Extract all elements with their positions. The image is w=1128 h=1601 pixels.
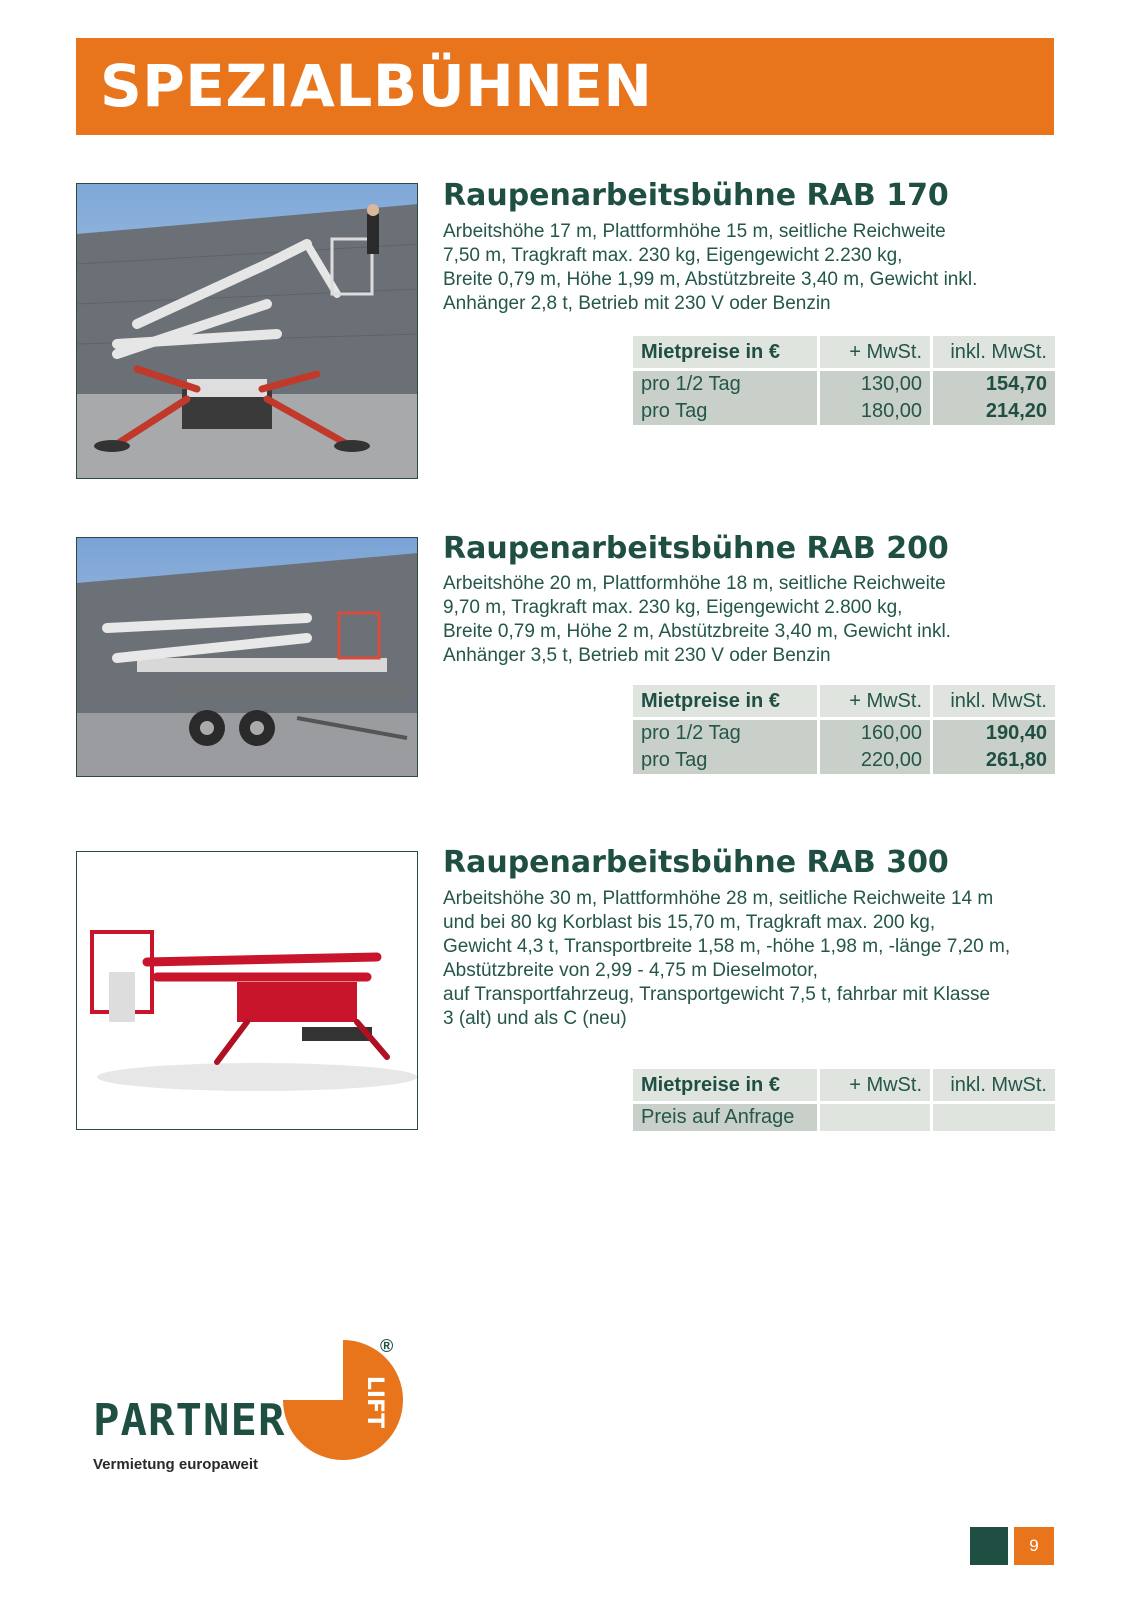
page-number: 9: [1014, 1527, 1054, 1565]
price-gross: 214,20: [933, 398, 1055, 425]
product-description-rab300: [443, 887, 1063, 1031]
desc-line: Gewicht 4,3 t, Transportbreite 1,58 m, -höhe 1,98 m, -länge 7,20 m,: [443, 936, 1011, 957]
product-photo-rab170: [76, 183, 418, 479]
price-net: 180,00: [820, 398, 933, 425]
product-title-rab170: Raupenarbeitsbühne RAB 170: [443, 178, 949, 213]
desc-line: Arbeitshöhe 20 m, Plattformhöhe 18 m, seitliche Reichweite: [443, 573, 946, 594]
logo-circle-icon: [283, 1340, 403, 1460]
col-header-label: Mietpreise in €: [633, 336, 820, 371]
product-photo-rab200: [76, 537, 418, 777]
col-header-net: + MwSt.: [820, 1069, 933, 1104]
price-gross: [933, 1104, 1055, 1131]
product-title-rab200: Raupenarbeitsbühne RAB 200: [443, 531, 949, 566]
desc-line: 3 (alt) und als C (neu): [443, 1008, 627, 1029]
price-net: [820, 1104, 933, 1131]
price-table-rab200: [633, 685, 1055, 774]
price-net: 160,00: [820, 720, 933, 747]
logo-tagline: Vermietung europaweit: [93, 1456, 259, 1473]
product-photo-rab300: [76, 851, 418, 1130]
desc-line: Anhänger 3,5 t, Betrieb mit 230 V oder Benzin: [443, 645, 831, 666]
lift-photo-rab170: [77, 184, 418, 479]
desc-line: Breite 0,79 m, Höhe 1,99 m, Abstützbreite 3,40 m, Gewicht inkl.: [443, 269, 978, 290]
desc-line: auf Transportfahrzeug, Transportgewicht 7,5 t, fahrbar mit Klasse: [443, 984, 991, 1005]
desc-line: Arbeitshöhe 17 m, Plattformhöhe 15 m, seitliche Reichweite: [443, 221, 946, 242]
desc-line: Anhänger 2,8 t, Betrieb mit 230 V oder Benzin: [443, 293, 831, 314]
price-net: 220,00: [820, 747, 933, 774]
price-label: pro Tag: [633, 747, 820, 774]
col-header-net: + MwSt.: [820, 685, 933, 720]
col-header-label: Mietpreise in €: [633, 1069, 820, 1104]
desc-line: Abstützbreite von 2,99 - 4,75 m Dieselmotor,: [443, 960, 818, 981]
logo-registered: ®: [380, 1336, 394, 1356]
table-row: [633, 398, 1055, 425]
product-title-rab300: Raupenarbeitsbühne RAB 300: [443, 845, 949, 880]
partner-lift-logo: [88, 1336, 408, 1490]
price-gross: 190,40: [933, 720, 1055, 747]
col-header-net: + MwSt.: [820, 336, 933, 371]
page-marker: [970, 1527, 1008, 1565]
logo-brand-text: PARTNER: [93, 1395, 286, 1446]
price-label: pro 1/2 Tag: [633, 371, 820, 398]
price-label: pro Tag: [633, 398, 820, 425]
desc-line: 9,70 m, Tragkraft max. 230 kg, Eigengewicht 2.800 kg,: [443, 597, 903, 618]
col-header-gross: inkl. MwSt.: [933, 1069, 1055, 1104]
price-gross: 154,70: [933, 371, 1055, 398]
product-description-rab170: [443, 220, 1063, 316]
table-row: [633, 371, 1055, 398]
desc-line: und bei 80 kg Korblast bis 15,70 m, Tragkraft max. 200 kg,: [443, 912, 936, 933]
table-row: [633, 1104, 1055, 1131]
page-title: SPEZIALBÜHNEN: [100, 52, 653, 120]
price-net: 130,00: [820, 371, 933, 398]
col-header-gross: inkl. MwSt.: [933, 336, 1055, 371]
table-row: [633, 720, 1055, 747]
price-table-rab300: [633, 1069, 1055, 1131]
price-label: pro 1/2 Tag: [633, 720, 820, 747]
price-gross: 261,80: [933, 747, 1055, 774]
price-table-rab170: [633, 336, 1055, 425]
lift-photo-rab300: [77, 852, 418, 1130]
desc-line: Arbeitshöhe 30 m, Plattformhöhe 28 m, seitliche Reichweite 14 m: [443, 888, 994, 909]
col-header-gross: inkl. MwSt.: [933, 685, 1055, 720]
table-row: [633, 747, 1055, 774]
lift-photo-rab200: [77, 538, 418, 777]
price-label: Preis auf Anfrage: [633, 1104, 820, 1131]
logo-lift-text: LIFT: [362, 1375, 387, 1429]
col-header-label: Mietpreise in €: [633, 685, 820, 720]
desc-line: Breite 0,79 m, Höhe 2 m, Abstützbreite 3,40 m, Gewicht inkl.: [443, 621, 951, 642]
product-description-rab200: [443, 572, 1063, 668]
desc-line: 7,50 m, Tragkraft max. 230 kg, Eigengewicht 2.230 kg,: [443, 245, 903, 266]
page-banner: [76, 38, 1054, 135]
